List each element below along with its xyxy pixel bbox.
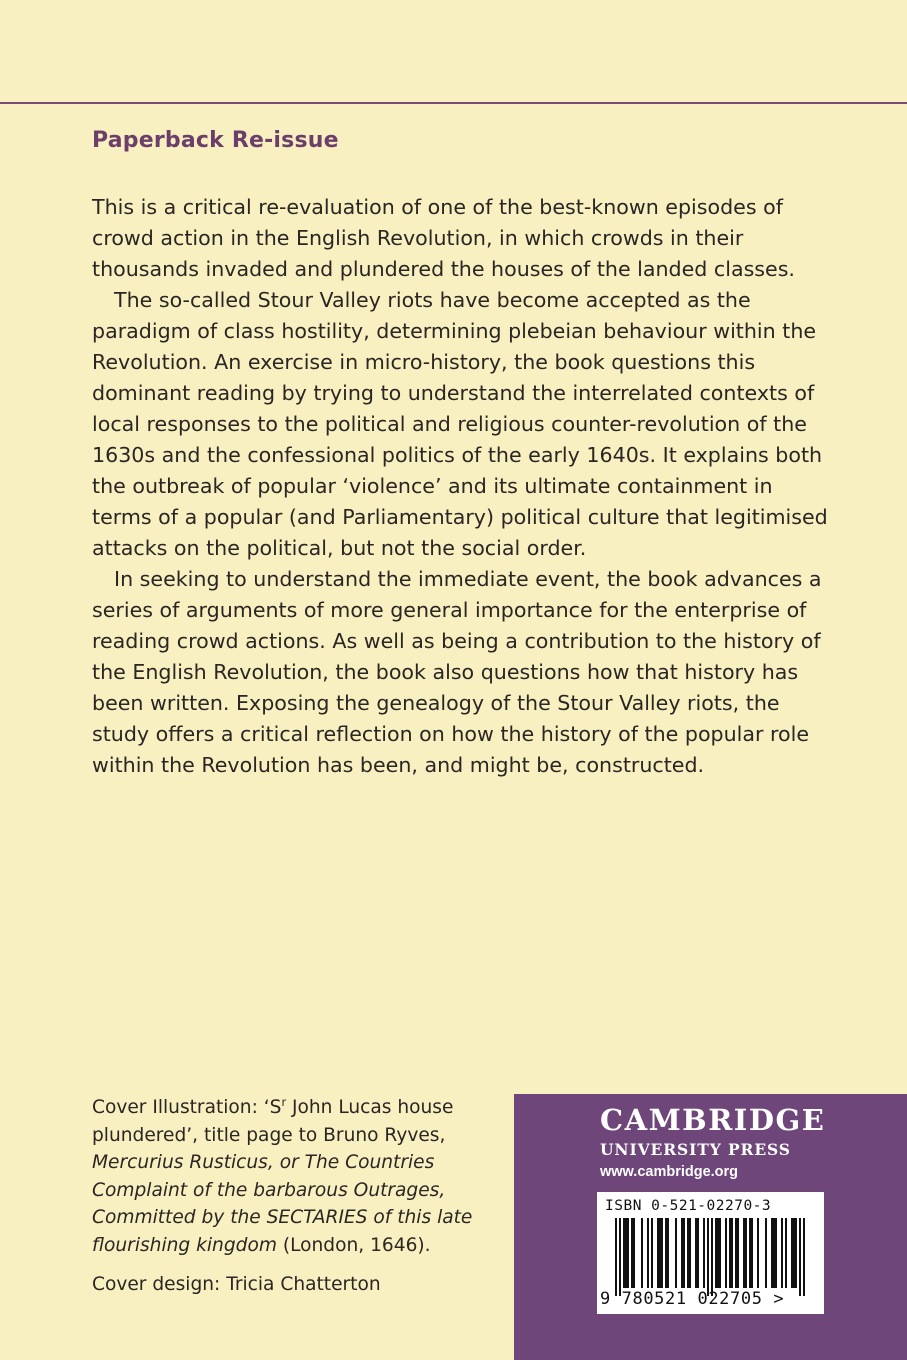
barcode-bar [623, 1218, 625, 1288]
illustration-credit-suffix: (London, 1646). [276, 1234, 431, 1256]
barcode-bar [737, 1218, 739, 1288]
barcode-bar [703, 1218, 705, 1288]
barcode-bar [627, 1218, 629, 1288]
barcode-bar [615, 1218, 617, 1296]
barcode-bar [785, 1218, 787, 1288]
barcode-bar [687, 1218, 689, 1288]
barcode-bar [641, 1218, 643, 1288]
barcode-bar [681, 1218, 683, 1288]
barcode-bar [799, 1218, 801, 1296]
barcode-bar [757, 1218, 759, 1288]
barcode-number: 9 780521 022705 > [600, 1289, 785, 1309]
barcode-bar [731, 1218, 733, 1288]
barcode-bar [717, 1218, 719, 1288]
barcode-bar [745, 1218, 747, 1288]
publisher-panel [514, 1094, 907, 1360]
barcode-bar [781, 1218, 783, 1288]
barcode-bar [773, 1218, 775, 1288]
barcode-bar [651, 1218, 653, 1288]
blurb-text [92, 192, 832, 781]
publisher-logo: CAMBRIDGE [600, 1103, 826, 1137]
barcode-bar [791, 1218, 793, 1288]
barcode-bar [729, 1218, 731, 1288]
barcode-bar [793, 1218, 795, 1288]
barcode-bar [715, 1218, 717, 1288]
barcode-bar [743, 1218, 745, 1288]
barcode-bar [661, 1218, 663, 1288]
barcode-bar [619, 1218, 621, 1296]
barcode-bar [631, 1218, 633, 1288]
barcode-bar [667, 1218, 669, 1288]
barcode-bar [735, 1218, 737, 1288]
publisher-website: www.cambridge.org [600, 1164, 739, 1180]
barcode-bar [765, 1218, 767, 1288]
barcode-bar [697, 1218, 699, 1288]
barcode-bar [707, 1218, 709, 1296]
blurb-paragraph-1: This is a critical re-evaluation of one of the best-known episodes of crowd action in the English Revolution, in which crowds in their thousands invaded and plundered the houses of the landed classes. [92, 195, 795, 281]
barcode-bar [695, 1218, 697, 1288]
barcode-bar [625, 1218, 627, 1288]
barcode-bar [749, 1218, 751, 1288]
barcode-bar [771, 1218, 773, 1288]
illustration-credit-superscript: r [281, 1095, 287, 1109]
barcode-bar [751, 1218, 753, 1288]
barcode-bar [675, 1218, 677, 1288]
barcode-bar [657, 1218, 659, 1288]
barcode-bar [665, 1218, 667, 1288]
barcode-bar [683, 1218, 685, 1288]
cover-credits [92, 1094, 492, 1299]
barcode-bar [647, 1218, 649, 1288]
barcode-bar [689, 1218, 691, 1288]
barcode-bar [725, 1218, 727, 1288]
illustration-credit-prefix: Cover Illustration: ‘S [92, 1097, 282, 1118]
blurb-paragraph-3: In seeking to understand the immediate event, the book advances a series of arguments of more general importance for the enterprise of reading crowd actions. As well as being a contribution to the history of the English Revolution, the book also questions how that history has been written. Exposing the genealogy of the Stour Valley riots, the study offers a critical reflection on how the history of the popular role within the Revolution has been, and might be, constructed. [92, 567, 822, 777]
section-heading: Paperback Re-issue [92, 128, 339, 153]
barcode-bar [803, 1218, 805, 1296]
design-credit: Cover design: Tricia Chatterton [92, 1274, 381, 1295]
illustration-credit-middle: John Lucas house plundered’, title page to Bruno Ryves, [92, 1097, 454, 1146]
top-rule [0, 102, 907, 104]
barcode-box [597, 1192, 824, 1314]
barcode-bar [775, 1218, 777, 1288]
blurb-paragraph-2: The so-called Stour Valley riots have become accepted as the paradigm of class hostility, determining plebeian behaviour within the Revolution. An exercise in micro-history, the book questions this dominant reading by trying to understand the interrelated contexts of local responses to the political and religious counter-revolution of the 1630s and the confessional politics of the early 1640s. It explains both the outbreak of popular ‘violence’ and its ultimate containment in terms of a popular (and Parliamentary) political culture that legitimised attacks on the political, but not the social order. [92, 288, 828, 560]
illustration-credit-title: Mercurius Rusticus, or The Countries Complaint of the barbarous Outrages, Committed by the SECTARIES of this late flourishing kingdom [92, 1152, 473, 1256]
barcode-bar [659, 1218, 661, 1288]
publisher-subtitle: UNIVERSITY PRESS [600, 1140, 791, 1159]
barcode-bar [795, 1218, 797, 1288]
illustration-credit [92, 1094, 492, 1259]
barcode-bar [633, 1218, 635, 1288]
barcode-bar [719, 1218, 721, 1288]
isbn-label: ISBN 0-521-02270-3 [605, 1198, 772, 1214]
barcode-bar [711, 1218, 713, 1296]
